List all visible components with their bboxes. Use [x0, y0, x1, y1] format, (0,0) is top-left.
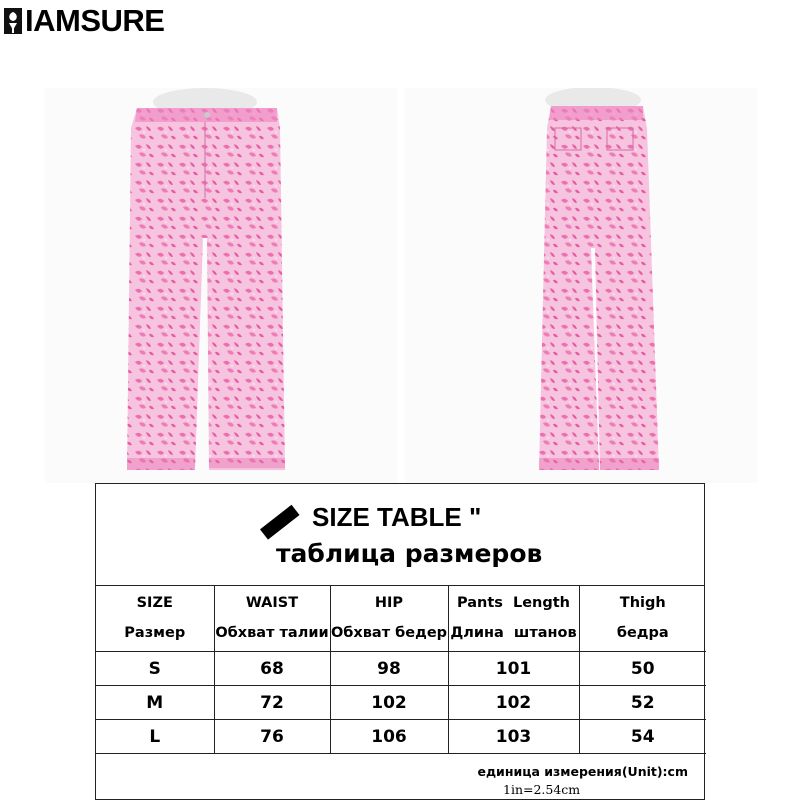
- unit-note: единица измерения(Unit):cm: [477, 764, 688, 779]
- table-cell: 106: [330, 720, 448, 754]
- product-photo-front: [45, 88, 397, 483]
- table-row: [96, 720, 706, 754]
- table-cell: L: [96, 720, 214, 754]
- table-cell: 102: [448, 686, 579, 720]
- table-cell: 68: [214, 652, 330, 686]
- table-cell: 72: [214, 686, 330, 720]
- table-cell: 76: [214, 720, 330, 754]
- header-cell-size: SIZE Размер: [96, 585, 214, 652]
- unit-footer: [96, 753, 704, 801]
- rose-emblem-icon: [2, 6, 24, 36]
- table-cell: 102: [330, 686, 448, 720]
- table-row: [96, 686, 706, 720]
- size-table-title: SIZE TABLE ": [312, 502, 482, 532]
- header-cell-pants-length: Pants Length Длина штанов: [448, 585, 579, 652]
- size-table-title-ru: таблица размеров: [276, 539, 543, 568]
- brand-header: [2, 4, 164, 38]
- size-grid: [96, 585, 706, 754]
- header-cell-thigh: Thigh бедра: [579, 585, 706, 652]
- header-row: [96, 585, 706, 652]
- table-cell: 54: [579, 720, 706, 754]
- table-cell: 98: [330, 652, 448, 686]
- table-cell: M: [96, 686, 214, 720]
- brand-name: IAMSURE: [25, 3, 165, 38]
- table-row: [96, 652, 706, 686]
- header-cell-waist: WAIST Обхват талии: [214, 585, 330, 652]
- table-cell: 52: [579, 686, 706, 720]
- table-cell: 103: [448, 720, 579, 754]
- size-table: [95, 483, 705, 800]
- header-cell-hip: HIP Обхват бедер: [330, 585, 448, 652]
- product-photo-back: [405, 88, 757, 483]
- inch-conversion-note: 1in=2.54cm: [503, 782, 581, 797]
- table-cell: 50: [579, 652, 706, 686]
- table-cell: 101: [448, 652, 579, 686]
- table-cell: S: [96, 652, 214, 686]
- size-table-heading: [96, 484, 704, 586]
- slash-bar-icon: [260, 505, 300, 540]
